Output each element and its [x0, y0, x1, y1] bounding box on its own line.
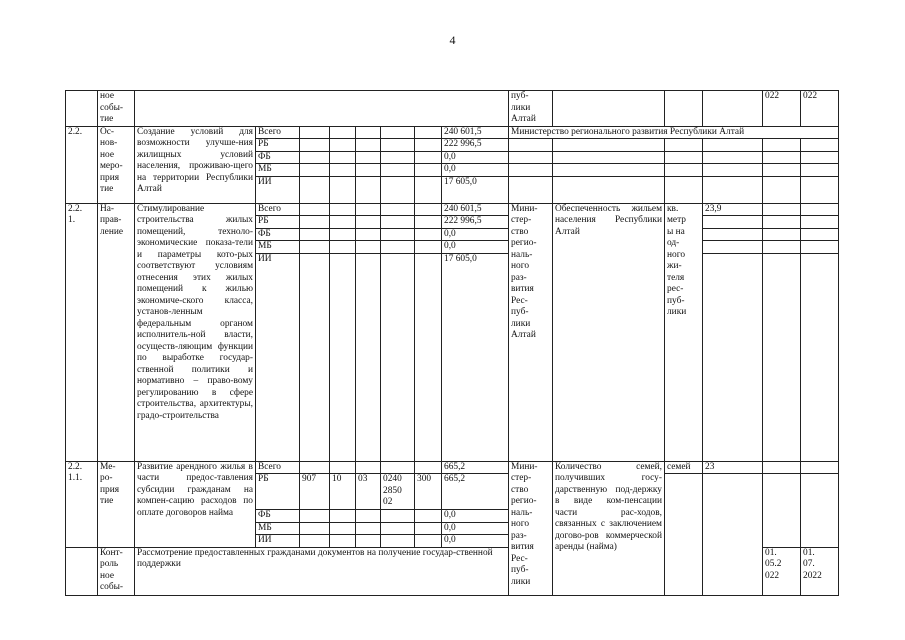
amount-cell: 0,0	[442, 241, 509, 254]
code-cell: 907	[300, 474, 330, 510]
source-cell: ФБ	[256, 228, 300, 241]
code-cell	[356, 126, 381, 139]
unit-cell	[665, 91, 703, 127]
code-cell: 300	[415, 474, 442, 510]
executor-cell: Министерство регионального развития Республики Алтай	[509, 126, 839, 139]
indicator-cell: Количество семей, получивших госу-дарственную под-держку в виде ком-пенсации части рас-ходов, связанных с заключением догово-ров коммерческой аренды (найма)	[553, 461, 665, 595]
source-cell: ИИ	[256, 176, 300, 203]
unit-cell: кв. метр ы на од- ного жи- теля рес- пуб- лики	[665, 203, 703, 461]
source-cell: МБ	[256, 241, 300, 254]
name-cell: Стимулирование строительства жилых помещений, техноло-экономические показа-тели и параметры кото-рых соответствуют условиям отнесения этих жилых помещений к жилью экономиче-ского класса, установ-ленным федеральным органом исполнитель-ной власти, осуществ-ляющим функции по выработке государ-ственной политики и нормативно – право-вому регулированию в сфере строительства, архитектуры, градо-строительства	[135, 203, 256, 461]
executor-cell: пуб- лики Алтай	[509, 91, 553, 127]
amount-cell: 665,2	[442, 461, 509, 474]
indicator-cell	[553, 91, 665, 127]
amount-cell: 240 601,5	[442, 203, 509, 216]
source-cell: РБ	[256, 216, 300, 229]
code-cell: 10	[330, 474, 356, 510]
source-cell: РБ	[256, 474, 300, 510]
number-cell	[66, 91, 98, 127]
code-cell	[300, 126, 330, 139]
source-cell: Всего	[256, 126, 300, 139]
type-cell: На- прав- ление	[98, 203, 135, 461]
name-cell: Создание условий для возможности улучше-ния жилищных условий населения, проживаю-щего на территории Республики Алтай	[135, 126, 256, 203]
amount-cell: 0,0	[442, 510, 509, 523]
table-row	[66, 91, 839, 127]
amount-cell: 17 605,0	[442, 176, 509, 203]
number-cell: 2.2. 1.	[66, 203, 98, 461]
code-cell	[330, 126, 356, 139]
program-table	[65, 90, 839, 596]
type-cell: Ме- ро- прия тие	[98, 461, 135, 547]
executor-cell: Мини- стер- ство регио- наль- ного раз- вития Рес- пуб- лики Алтай	[509, 203, 553, 461]
code-cell: 0240 2850 02	[381, 474, 415, 510]
amount-cell: 0,0	[442, 228, 509, 241]
amount-cell: 0,0	[442, 164, 509, 177]
page-number: 4	[449, 33, 456, 47]
source-cell: РБ	[256, 139, 300, 152]
amount-cell: 0,0	[442, 522, 509, 535]
empty-cell	[135, 91, 509, 127]
value-cell	[703, 474, 763, 596]
number-cell: 2.2. 1.1.	[66, 461, 98, 547]
source-cell: Всего	[256, 461, 300, 474]
control-text-cell: Рассмотрение предоставленных гражданами документов на получение государ-ственной поддержки	[135, 547, 509, 595]
value-cell	[703, 91, 763, 127]
source-cell: ФБ	[256, 510, 300, 523]
amount-cell: 665,2	[442, 474, 509, 510]
number-cell	[66, 547, 98, 595]
source-cell: Всего	[256, 203, 300, 216]
code-cell	[381, 126, 415, 139]
code-cell	[415, 126, 442, 139]
unit-cell: семей	[665, 461, 703, 474]
source-cell: ФБ	[256, 151, 300, 164]
indicator-cell: Обеспеченность жильем населения Республики Алтай	[553, 203, 665, 461]
amount-cell: 222 996,5	[442, 139, 509, 152]
table-row	[66, 461, 839, 474]
date-cell: 01. 07. 2022	[801, 547, 839, 595]
date-cell: 022	[801, 91, 839, 127]
number-cell: 2.2.	[66, 126, 98, 203]
table-row	[66, 126, 839, 139]
value-cell: 23,9	[703, 203, 763, 216]
name-cell: Развитие арендного жилья в части предос-тавления субсидии гражданам на компен-сацию расходов по оплате договоров найма	[135, 461, 256, 547]
type-cell: Конт- роль ное собы-	[98, 547, 135, 595]
unit-cell	[665, 474, 703, 596]
value-cell: 23	[703, 461, 763, 474]
amount-cell: 0,0	[442, 151, 509, 164]
source-cell: ИИ	[256, 253, 300, 461]
amount-cell: 240 601,5	[442, 126, 509, 139]
type-cell: Ос- нов- ное меро- прия тие	[98, 126, 135, 203]
table-row	[66, 203, 839, 216]
date-cell: 022	[763, 91, 801, 127]
type-cell: ное собы- тие	[98, 91, 135, 127]
amount-cell: 222 996,5	[442, 216, 509, 229]
amount-cell: 0,0	[442, 535, 509, 548]
source-cell: МБ	[256, 522, 300, 535]
date-cell: 01. 05.2 022	[763, 547, 801, 595]
amount-cell: 17 605,0	[442, 253, 509, 461]
executor-cell: Мини- стер- ство регио- наль- ного раз- вития Рес- пуб- лики	[509, 461, 553, 595]
code-cell: 03	[356, 474, 381, 510]
source-cell: МБ	[256, 164, 300, 177]
source-cell: ИИ	[256, 535, 300, 548]
